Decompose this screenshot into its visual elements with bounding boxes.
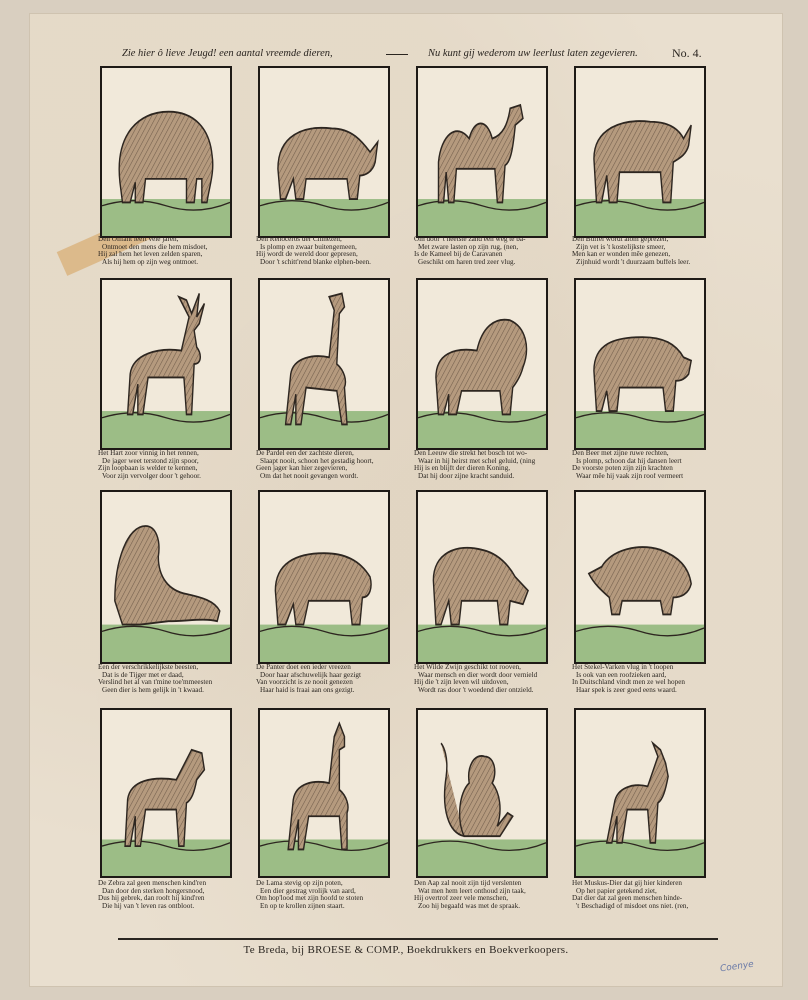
caption-line: Den Aap zal nooit zijn tijd verslenten [414, 880, 522, 887]
caption-line: Den Olifant leeft vele jaren, [98, 236, 179, 243]
caption-line: Het Hart zoor vinnig in het rennen, [98, 450, 199, 457]
caption-line: Zoo hij begaafd was met de spraak. [418, 902, 520, 910]
camel-caption [414, 236, 556, 266]
lion-woodcut [416, 278, 548, 450]
header-dash [386, 54, 408, 55]
caption-line: Slaapt nooit, schoon het gestadig hoort, [260, 457, 374, 465]
caption-line: Is de Kameel bij de Caravanen [414, 251, 503, 259]
buffalo-woodcut [574, 66, 706, 238]
zebra-woodcut [100, 708, 232, 878]
caption-line: De Zebra zal geen menschen kind'ren [98, 880, 207, 887]
header-left-verse: Zie hier ô lieve Jeugd! een aantal vreemde dieren, [122, 48, 333, 59]
handwritten-note: Coenye [719, 959, 755, 975]
lion-caption [414, 450, 556, 480]
caption-line: Hij die 't zijn leven wil uitdoven, [414, 679, 509, 687]
zebra-caption [98, 880, 240, 910]
caption-line: Is plomp, schoon dat hij dansen leert [576, 457, 682, 465]
buffalo-caption [572, 236, 714, 266]
imprint: Te Breda, bij BROESE & COMP., Boekdrukkers en Boekverkoopers. [243, 944, 569, 956]
llama-caption [256, 880, 398, 910]
sheet-header [30, 44, 782, 64]
header-right-verse: Nu kunt gij wederom uw leerlust laten zegevieren. [428, 48, 638, 59]
caption-line: Geen jager kan hier zegevieren, [256, 465, 348, 473]
caption-line: Wordt ras door 't woedend dier ontzield. [418, 686, 534, 694]
caption-line: Het Muskus-Dier dat gij hier kinderen [572, 880, 682, 887]
caption-line: 't Beschadigd of misdoet ons niet. (ren, [576, 902, 689, 910]
caption-line: Die hij van 't leven ras ontbloot. [102, 902, 195, 910]
lion-illustration [418, 280, 546, 448]
giraffe-caption [256, 450, 398, 480]
rhinoceros-woodcut [258, 66, 390, 238]
boar-illustration [418, 492, 546, 662]
musk-deer-woodcut [574, 708, 706, 878]
caption-line: Haar haid is fraai aan ons gezigt. [260, 686, 355, 694]
panther-caption [256, 664, 398, 694]
boar-woodcut [416, 490, 548, 664]
caption-line: Geschikt om haren tred zeer vlug. [418, 258, 516, 266]
caption-line: Op het papier getekend ziet, [576, 887, 657, 895]
caption-line: De Panter doet een ieder vreezen [256, 664, 351, 671]
giraffe-illustration [260, 280, 388, 448]
caption-line: Voor zijn vervolger door 't gehoor. [102, 472, 201, 480]
caption-line: Men kan er wonden mêe genezen, [572, 251, 671, 259]
caption-line: Den Leeuw die strekt het bosch tot wo- [414, 450, 528, 457]
caption-line: Hij is en blijft der dieren Koning, [414, 465, 511, 473]
camel-woodcut [416, 66, 548, 238]
bear-caption [572, 450, 714, 480]
caption-line: Ontmoet den mens die hem misdoet, [102, 243, 208, 251]
caption-line: Zijn vet is 't kostelijkste smeer, [576, 243, 666, 251]
caption-line: Geen dier is hem gelijk in 't kwaad. [102, 686, 204, 694]
caption-line: Den Beer met zijne ruwe rechten, [572, 450, 669, 457]
caption-line: Een der verschrikkelijkste beesten, [98, 664, 199, 671]
tiger-woodcut [100, 490, 232, 664]
llama-woodcut [258, 708, 390, 878]
caption-line: Hij wordt de wereld door gepresen, [256, 251, 358, 259]
bear-woodcut [574, 278, 706, 450]
caption-line: Dat hij door zijne kracht sanduid. [418, 472, 515, 480]
caption-line: De Lama stevig op zijn poten, [256, 880, 343, 887]
sheet-number: No. 4. [672, 46, 702, 60]
elephant-caption [98, 236, 240, 266]
caption-line: Als hij hem op zijn weg ontmoet. [102, 258, 199, 266]
caption-line: Een dier gestrag vrolijk van aard, [260, 887, 356, 895]
caption-line: Om dat het nooit gevangen wordt. [260, 472, 359, 480]
caption-line: Van voorzicht is ze nooit genezen [256, 679, 353, 687]
caption-line: De jager weet terstond zijn spoor, [102, 457, 199, 465]
caption-line: Waar mensch en dier wordt door vernield [418, 671, 538, 679]
print-sheet [30, 14, 782, 986]
hedgehog-caption [572, 664, 714, 694]
caption-line: Hij overtrof zeer vele menschen, [414, 895, 508, 903]
caption-line: Waar mêe hij vaak zijn roof vermeert [576, 472, 684, 480]
caption-line: Om door 't heetste zand een weg te ba- [414, 236, 526, 243]
caption-line: Den Buffel wordt alom geprezen, [572, 236, 669, 243]
caption-line: Hij zal hem het leven zelden sparen, [98, 251, 203, 259]
giraffe-woodcut [258, 278, 390, 450]
caption-line: Zijnhuid wordt 't duurzaam buffels leer. [576, 258, 691, 266]
caption-line: Met zware lasten op zijn rug, (nen, [418, 243, 519, 251]
caption-line: Wat men hem leert onthoud zijn taak, [418, 887, 526, 895]
elephant-illustration [102, 68, 230, 236]
caption-line: Het Wilde Zwijn geschikt tot rooven, [414, 664, 521, 671]
tiger-caption [98, 664, 240, 694]
panther-woodcut [258, 490, 390, 664]
footer-rule [118, 938, 718, 940]
caption-line: In Duitschland vindt men ze wel hopen [572, 679, 685, 687]
buffalo-illustration [576, 68, 704, 236]
rhinoceros-caption [256, 236, 398, 266]
monkey-caption [414, 880, 556, 910]
caption-line: En op te krollen zijnen staart. [260, 902, 345, 910]
panther-illustration [260, 492, 388, 662]
boar-caption [414, 664, 556, 694]
hedgehog-woodcut [574, 490, 706, 664]
camel-illustration [418, 68, 546, 236]
musk-deer-caption [572, 880, 714, 910]
musk-deer-illustration [576, 710, 704, 876]
deer-caption [98, 450, 240, 480]
caption-line: Waar in hij heirst met schel geluid, (ning [418, 457, 536, 465]
caption-line: De voorste poten zijn zijn krachten [572, 465, 673, 473]
caption-line: Dat is de Tijger met er daad, [102, 671, 184, 679]
caption-line: De Pardel een der zachtste dieren, [256, 450, 354, 457]
caption-line: Is plomp en zwaar buitengemeen, [260, 243, 357, 251]
caption-line: Den Renoceros der Chinezen, [256, 236, 342, 243]
caption-line: Haar spek is zeer goed eens waard. [576, 686, 677, 694]
caption-line: Dan door den sterken hongersnood, [102, 887, 205, 895]
rhinoceros-illustration [260, 68, 388, 236]
monkey-illustration [418, 710, 546, 876]
caption-line: Verslind het al van t'mine toe'mmeesten [98, 679, 213, 687]
elephant-woodcut [100, 66, 232, 238]
caption-line: Om hop'lood met zijn hoofd te stoten [256, 895, 364, 903]
caption-line: Dus hij gebrek, dan rooft hij kind'ren [98, 895, 205, 903]
caption-line: Het Stekel-Varken vlug in 't loopen [572, 664, 674, 671]
caption-line: Dat dier dat zal geen menschen hinde- [572, 895, 683, 903]
tiger-illustration [102, 492, 230, 662]
deer-woodcut [100, 278, 232, 450]
caption-line: Door 't schitt'rend blanke elphen-been. [260, 258, 371, 266]
hedgehog-illustration [576, 492, 704, 662]
llama-illustration [260, 710, 388, 876]
deer-illustration [102, 280, 230, 448]
zebra-illustration [102, 710, 230, 876]
caption-line: Is ook van een roofzieken aard, [576, 671, 667, 679]
monkey-woodcut [416, 708, 548, 878]
caption-line: Door haar afschuwelijk haar gezigt [260, 671, 361, 679]
bear-illustration [576, 280, 704, 448]
caption-line: Zijn loopbaan is welder te kennen, [98, 465, 198, 473]
